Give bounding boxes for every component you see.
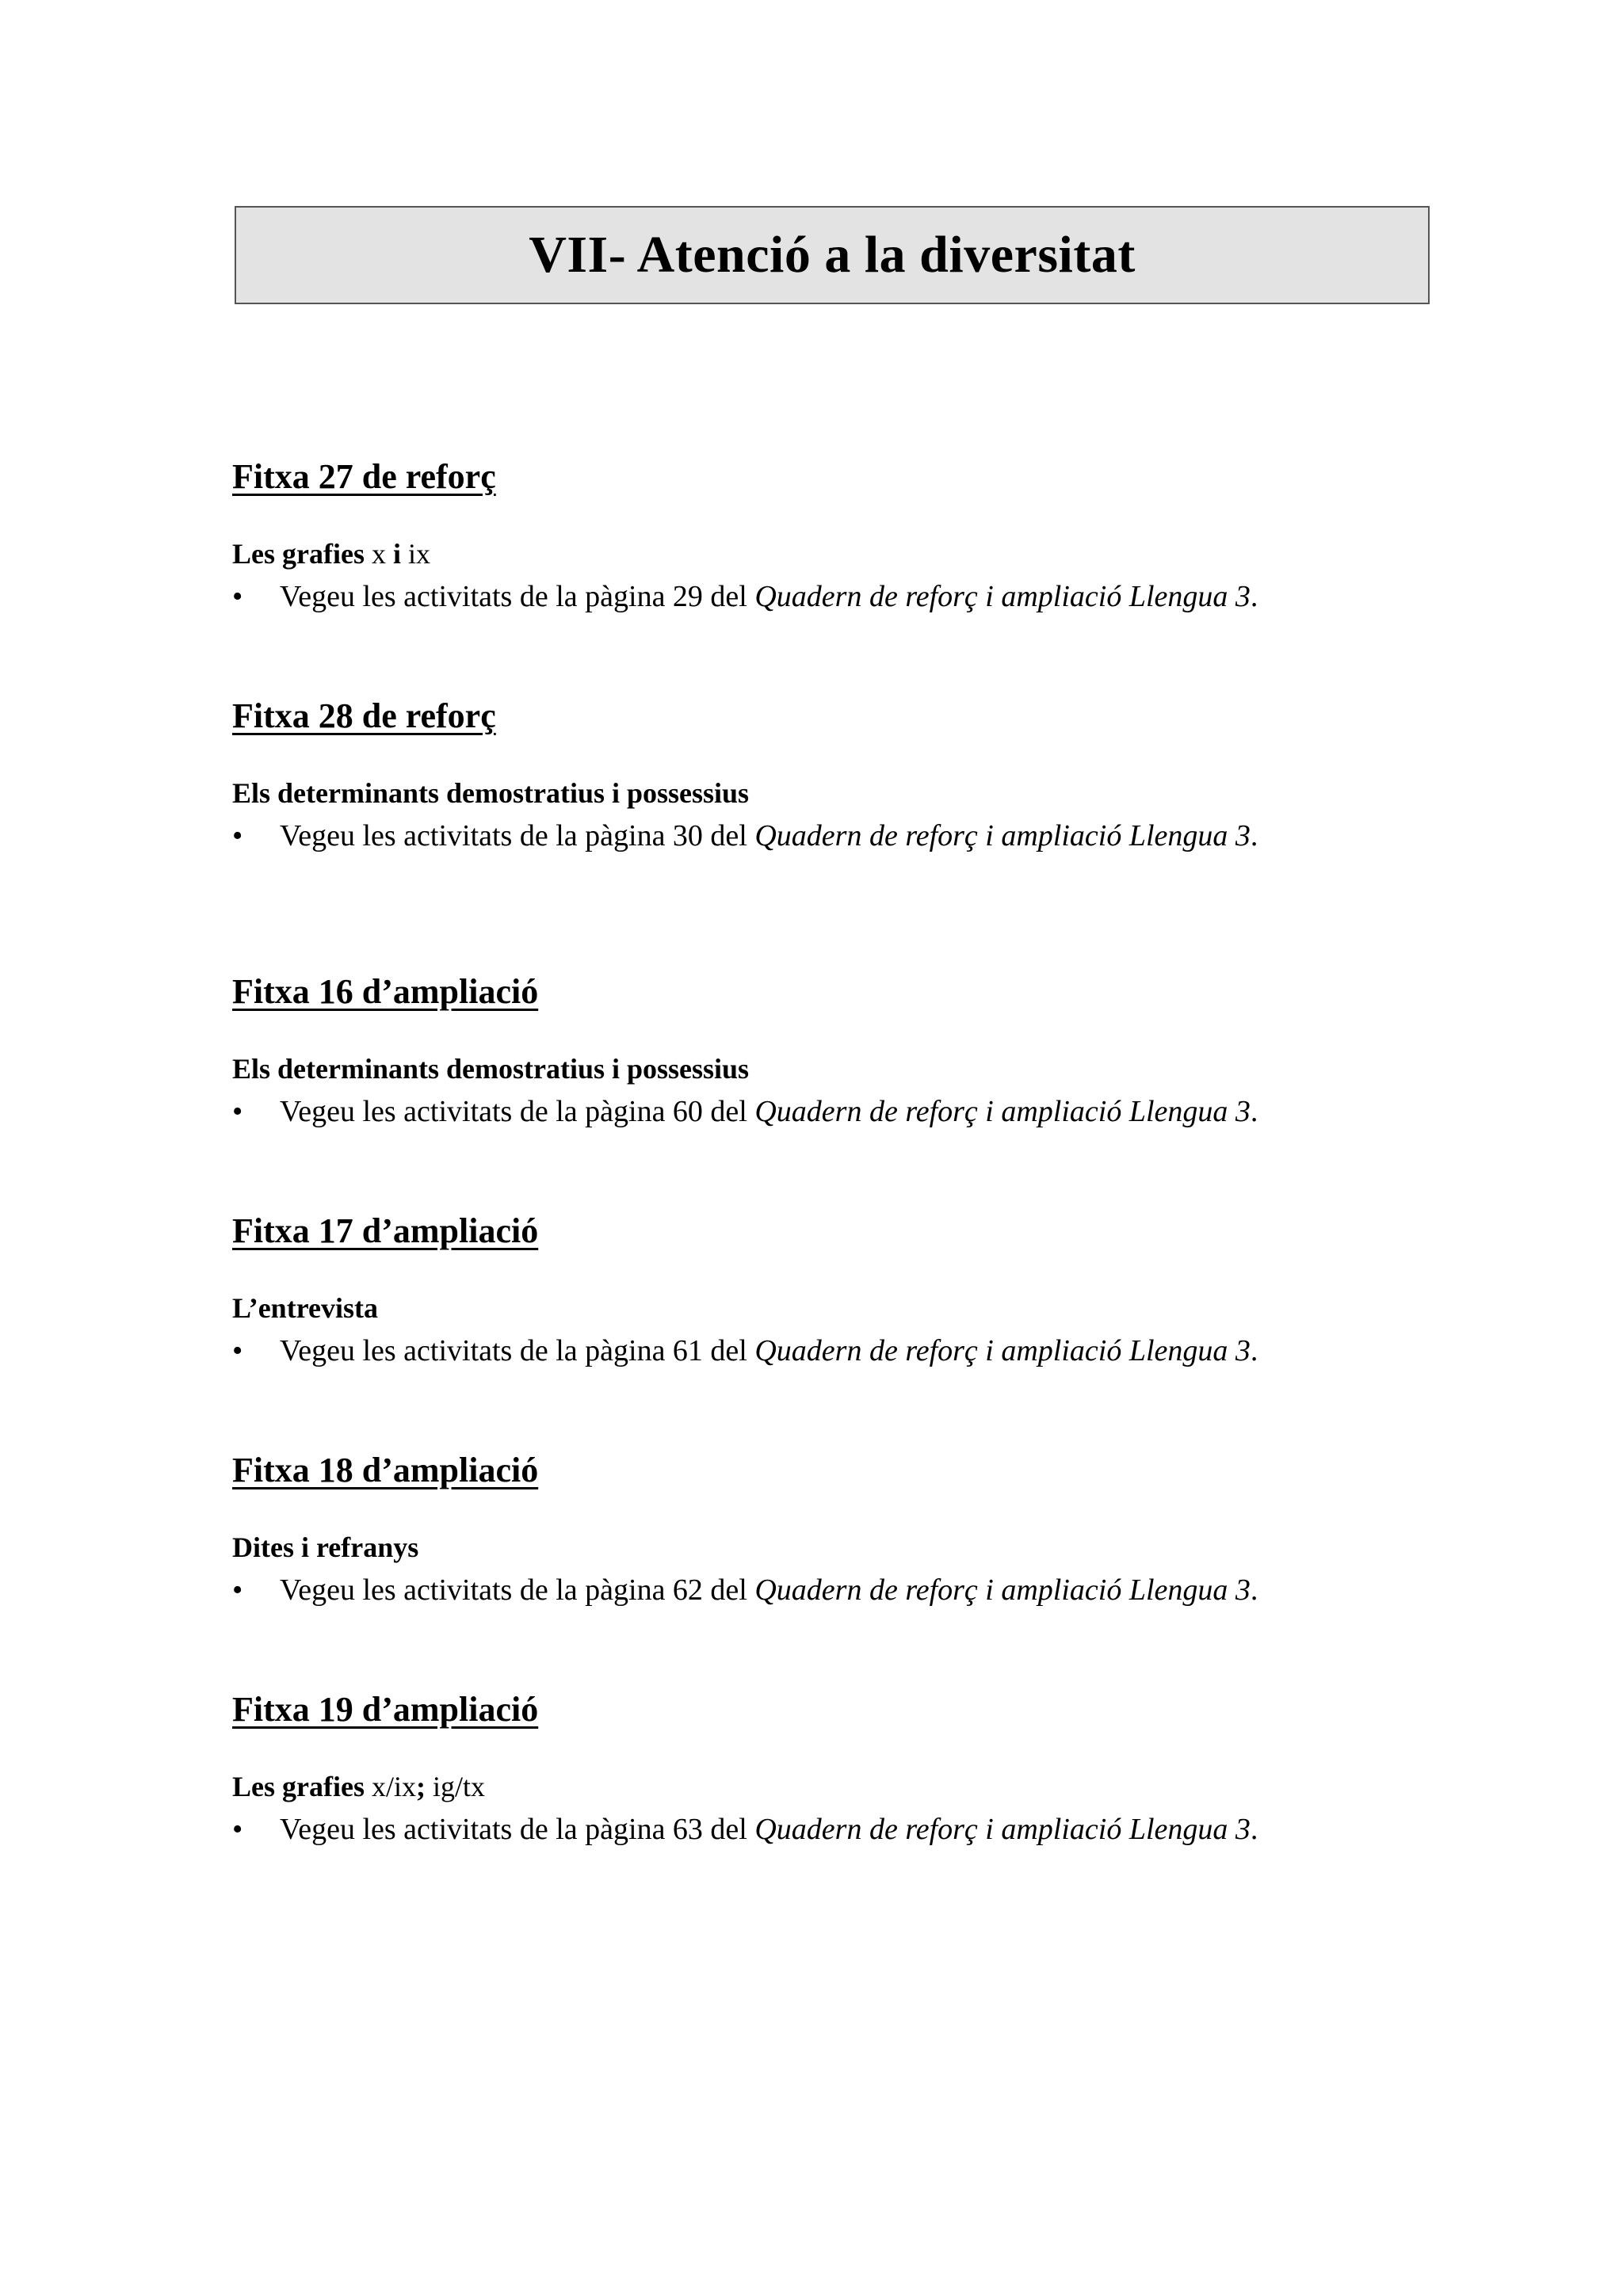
chapter-title-box [235,206,1430,304]
section-heading: Fitxa 28 de reforç [232,696,496,735]
topic-text: ix [400,538,430,570]
item-suffix: . [1250,1334,1258,1367]
topic-line [232,540,430,568]
item-suffix: . [1250,819,1258,852]
item-suffix: . [1250,1813,1258,1846]
book-title: Quadern de reforç i ampliació Llengua 3 [754,819,1251,852]
topic-text: x [364,538,393,570]
topic-line [232,1055,749,1083]
bullet-icon: • [232,1095,243,1128]
list-item-text [280,1814,1258,1844]
chapter-title: VII- Atenció a la diversitat [529,226,1136,284]
book-title: Quadern de reforç i ampliació Llengua 3 [754,1573,1251,1607]
item-prefix: Vegeu les activitats de la pàgina 30 del [280,819,755,852]
item-suffix: . [1250,580,1258,613]
bullet-icon: • [232,580,243,613]
section-heading: Fitxa 16 d’ampliació [232,972,539,1011]
topic-line [232,1533,418,1562]
book-title: Quadern de reforç i ampliació Llengua 3 [754,580,1251,613]
list-item-text [280,1575,1258,1605]
book-title: Quadern de reforç i ampliació Llengua 3 [754,1813,1251,1846]
list-item-text [280,1097,1258,1127]
topic-text: Les grafies [232,538,365,570]
bullet-icon: • [232,1813,243,1846]
bullet-icon: • [232,1573,243,1607]
list-item-text [280,582,1258,612]
topic-line [232,1772,485,1801]
topic-text: Les grafies [232,1771,365,1802]
item-prefix: Vegeu les activitats de la pàgina 62 del [280,1573,755,1607]
topic-text: Dites i refranys [232,1531,419,1563]
topic-text: Els determinants demostratius i possessius [232,777,750,809]
topic-line [232,1294,378,1322]
item-prefix: Vegeu les activitats de la pàgina 63 del [280,1813,755,1846]
item-prefix: Vegeu les activitats de la pàgina 29 del [280,580,755,613]
topic-text: Els determinants demostratius i possessius [232,1053,750,1085]
section-heading: Fitxa 27 de reforç [232,457,496,496]
item-prefix: Vegeu les activitats de la pàgina 60 del [280,1095,755,1128]
item-prefix: Vegeu les activitats de la pàgina 61 del [280,1334,755,1367]
list-item-text [280,1336,1258,1366]
topic-text: ; [415,1771,426,1802]
section-heading: Fitxa 19 d’ampliació [232,1690,539,1729]
section-heading: Fitxa 17 d’ampliació [232,1211,539,1250]
section-heading: Fitxa 18 d’ampliació [232,1451,539,1489]
book-title: Quadern de reforç i ampliació Llengua 3 [754,1334,1251,1367]
book-title: Quadern de reforç i ampliació Llengua 3 [754,1095,1251,1128]
bullet-icon: • [232,1334,243,1367]
topic-line [232,779,749,807]
topic-text: x/ix [364,1771,416,1802]
item-suffix: . [1250,1573,1258,1607]
bullet-icon: • [232,819,243,852]
list-item-text [280,821,1258,851]
item-suffix: . [1250,1095,1258,1128]
topic-text: L’entrevista [232,1292,378,1324]
topic-text: ig/tx [425,1771,485,1802]
topic-text: i [392,538,401,570]
